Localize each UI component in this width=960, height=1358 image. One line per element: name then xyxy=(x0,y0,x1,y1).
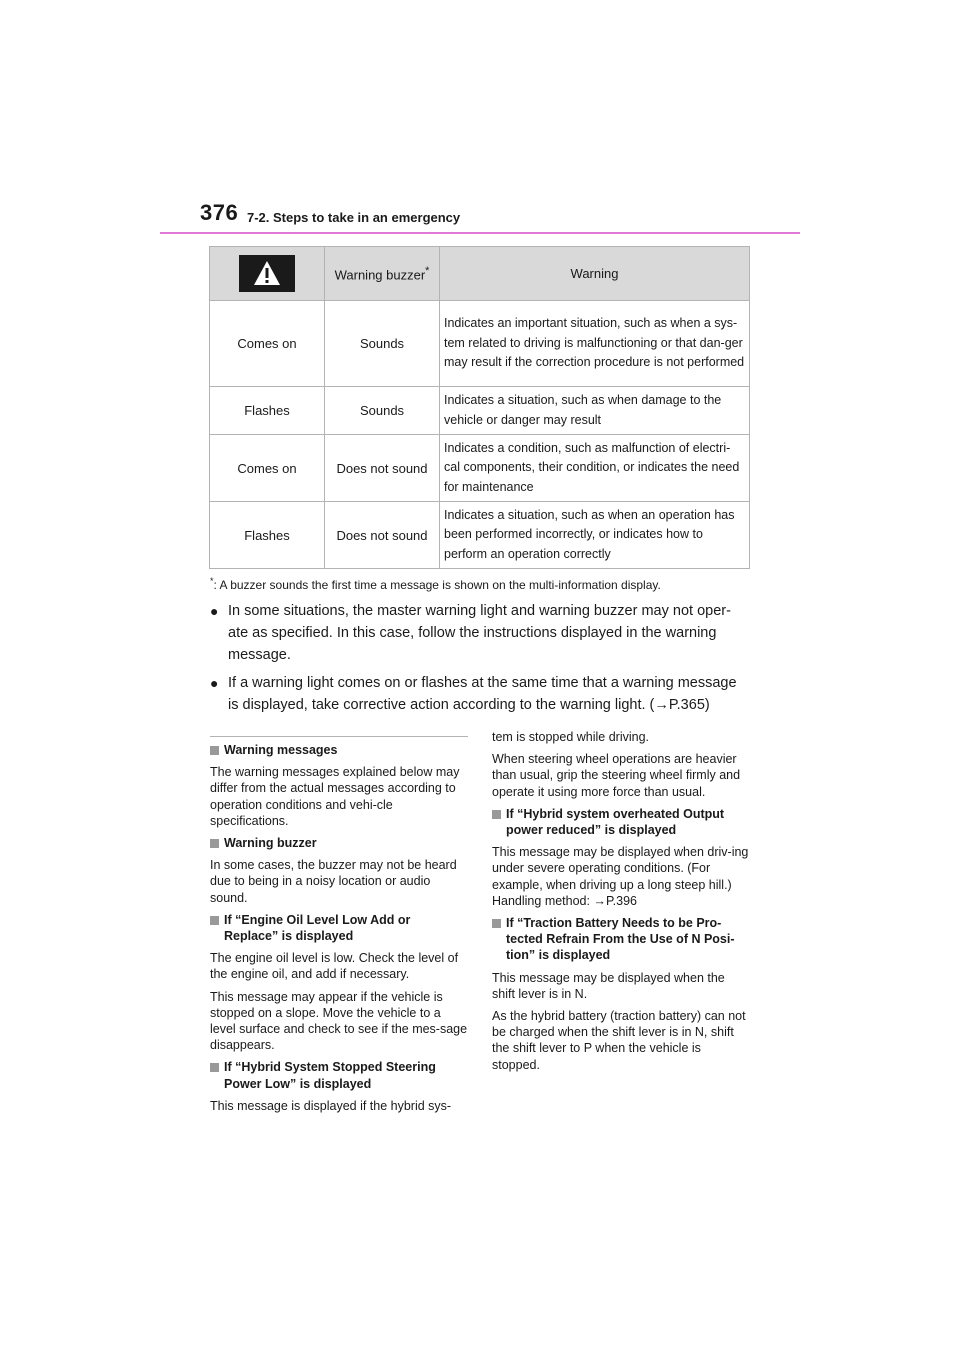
table-header-row xyxy=(210,247,750,301)
bullet-item: ● In some situations, the master warning light and warning buzzer may not oper-ate as specified. In this case, follow the instructions displayed in the warning message. xyxy=(210,600,750,666)
paragraph: tem is stopped while driving. xyxy=(492,730,650,744)
paragraph: This message may be displayed when the shift lever is in N. xyxy=(492,970,725,1001)
bullet-dot-icon: ● xyxy=(210,603,219,619)
right-column xyxy=(492,729,750,1079)
paragraph: This message may be displayed when driv-ing under severe operating conditions. (For example, when driving up a long steep hill.) Handling method: →P.396 xyxy=(492,845,749,908)
cell-light: Comes on xyxy=(210,435,325,502)
cell-warning: Indicates a condition, such as malfunction of electri-cal components, their condition, or indicates the need for maintenance xyxy=(440,435,750,502)
table-header-buzzer: Warning buzzer* xyxy=(325,247,440,301)
cell-buzzer: Does not sound xyxy=(325,435,440,502)
paragraph: In some cases, the buzzer may not be heard due to being in a noisy location or audio sound. xyxy=(210,858,457,905)
table-row xyxy=(210,387,750,435)
section-heading: If “Engine Oil Level Low Add or Replace” is displayed xyxy=(210,912,468,944)
column-divider xyxy=(210,736,468,737)
section-title: 7-2. Steps to take in an emergency xyxy=(247,210,461,225)
bullet-dot-icon: ● xyxy=(210,675,219,691)
warning-triangle-icon xyxy=(239,255,295,292)
left-column xyxy=(210,742,468,1120)
cell-light: Flashes xyxy=(210,502,325,569)
paragraph: The engine oil level is low. Check the level of the engine oil, and add if necessary. xyxy=(210,951,459,982)
square-bullet-icon xyxy=(210,839,219,848)
bullet-list xyxy=(210,600,750,722)
section-heading: If “Hybrid system overheated Output power reduced” is displayed xyxy=(492,806,750,838)
paragraph: This message is displayed if the hybrid sys- xyxy=(210,1098,452,1113)
section-heading: Warning messages xyxy=(210,742,468,758)
paragraph: When steering wheel operations are heavier than usual, grip the steering wheel firmly and operate it using more force than usual. xyxy=(492,752,741,799)
cell-warning: Indicates a situation, such as when damage to the vehicle or danger may result xyxy=(440,387,750,435)
table-footnote: *: A buzzer sounds the first time a message is shown on the multi-information display. xyxy=(210,576,661,592)
table-header-icon-cell xyxy=(210,247,325,301)
cell-warning: Indicates an important situation, such as when a sys-tem related to driving is malfunctioning or that dan-ger may result if the correction procedure is not performed xyxy=(440,301,750,387)
cell-light: Flashes xyxy=(210,387,325,435)
header-rule xyxy=(160,232,800,234)
square-bullet-icon xyxy=(210,916,219,925)
bullet-item: ● If a warning light comes on or flashes at the same time that a warning message is displayed, take corrective action according to the warning light. (→P.365) xyxy=(210,672,750,716)
square-bullet-icon xyxy=(210,746,219,755)
section-heading: Warning buzzer xyxy=(210,835,468,851)
paragraph: This message may appear if the vehicle is stopped on a slope. Move the vehicle to a level surface and check to see if the mes-sage disappears. xyxy=(210,989,468,1053)
paragraph: As the hybrid battery (traction battery) can not be charged when the shift lever is in N, shift the shift lever to P when the vehicle is stopped. xyxy=(492,1009,746,1072)
square-bullet-icon xyxy=(492,810,501,819)
cell-buzzer: Sounds xyxy=(325,387,440,435)
table-row xyxy=(210,502,750,569)
cell-light: Comes on xyxy=(210,301,325,387)
paragraph: The warning messages explained below may differ from the actual messages according to operation conditions and vehi-cle specifications. xyxy=(210,765,460,828)
table-header-warning: Warning xyxy=(440,247,750,301)
square-bullet-icon xyxy=(492,919,501,928)
section-heading: If “Traction Battery Needs to be Pro-tected Refrain From the Use of N Posi-tion” is displayed xyxy=(492,915,750,964)
section-heading: If “Hybrid System Stopped Steering Power Low” is displayed xyxy=(210,1059,468,1091)
cell-buzzer: Sounds xyxy=(325,301,440,387)
cell-buzzer: Does not sound xyxy=(325,502,440,569)
table-row xyxy=(210,301,750,387)
table-row xyxy=(210,435,750,502)
square-bullet-icon xyxy=(210,1063,219,1072)
cell-warning: Indicates a situation, such as when an operation has been performed incorrectly, or indicates how to perform an operation correctly xyxy=(440,502,750,569)
warning-table xyxy=(209,246,750,569)
page-number: 376 xyxy=(200,200,239,225)
